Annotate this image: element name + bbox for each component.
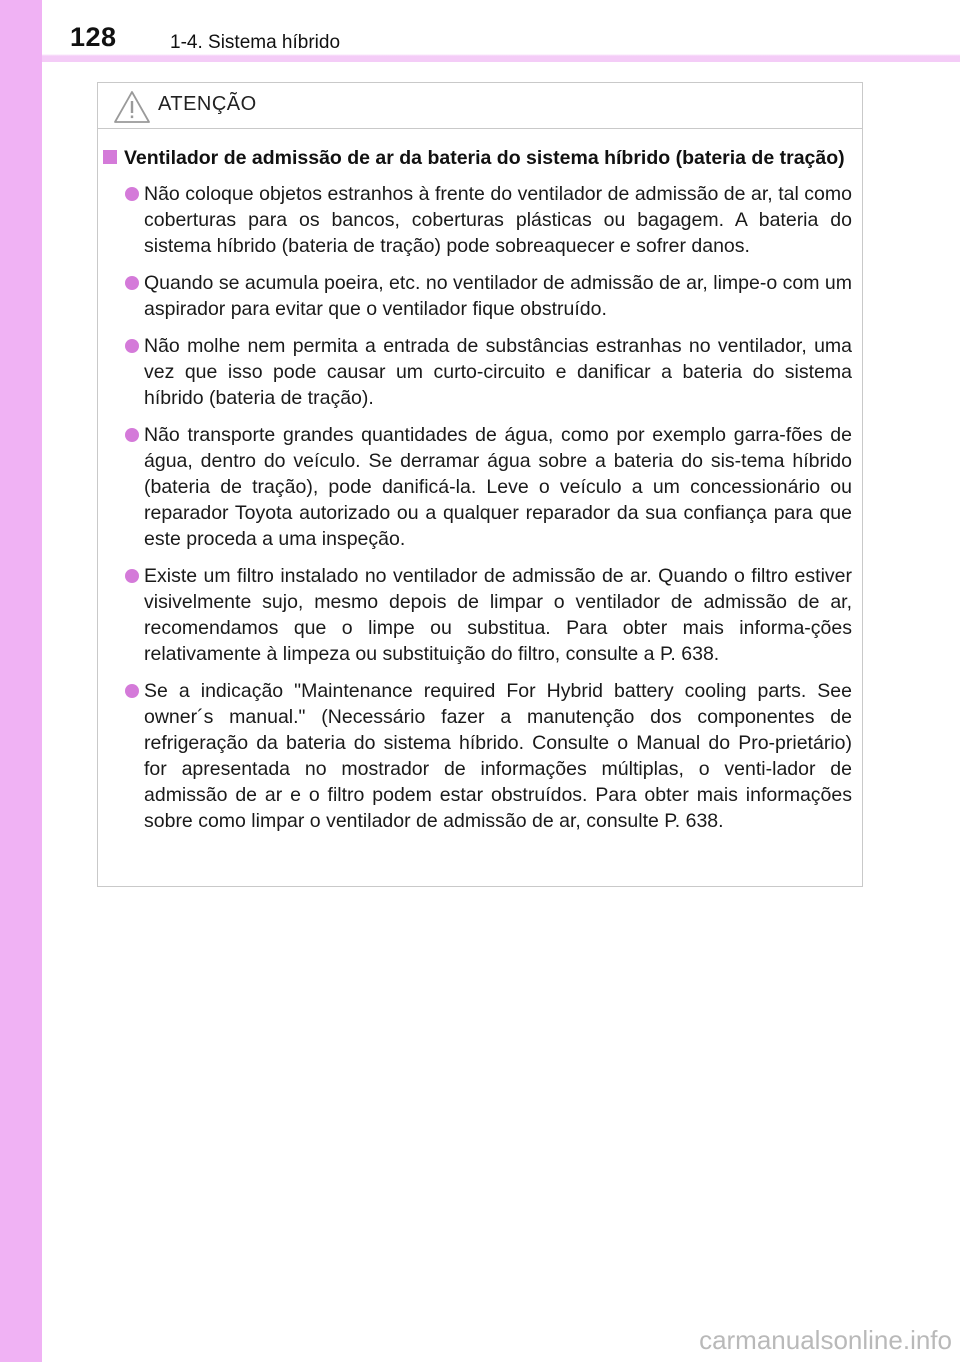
list-item-text: Não molhe nem permita a entrada de substâncias estranhas no ventilador, uma vez que isso pode causar um curto-circuito e danificar a bateria do sistema híbrido (bateria de tração). (144, 335, 852, 409)
section-title: 1-4. Sistema híbrido (170, 32, 341, 53)
list-item (98, 678, 862, 834)
list-item-text: Existe um filtro instalado no ventilador de admissão de ar. Quando o filtro estiver visivelmente sujo, mesmo depois de limpar o ventilador de admissão de ar, recomendamos que o limpe ou substitua. Para obter mais informa-ções relativamente à limpeza ou substituição do filtro, consulte a P. 638. (144, 565, 852, 665)
list-item (98, 563, 862, 667)
circle-bullet-icon (125, 569, 139, 583)
circle-bullet-icon (125, 428, 139, 442)
list-item (98, 333, 862, 411)
list-item-text: Se a indicação "Maintenance required For Hybrid battery cooling parts. See owner´s manual." (Necessário fazer a manutenção dos componentes de refrigeração da bateria do sistema híbrido. Consulte o Manual do Pro-prietário) for apresentada no mostrador de informações múltiplas, o venti-lador de admissão de ar e o filtro podem estar obstruídos. Para obter mais informações sobre como limpar o ventilador de admissão de ar, consulte P. 638. (144, 680, 852, 832)
warning-box (97, 82, 863, 887)
circle-bullet-icon (125, 684, 139, 698)
warning-heading (98, 145, 862, 171)
bullet-list (98, 181, 862, 834)
list-item-text: Não transporte grandes quantidades de água, como por exemplo garra-fões de água, dentro do veículo. Se derramar água sobre a bateria do sis-tema híbrido (bateria de tração), pode danificá-la. Leve o veículo a um concessionário ou reparador Toyota autorizado ou a qualquer reparador da sua confiança para que este proceda a uma inspeção. (144, 424, 852, 550)
circle-bullet-icon (125, 187, 139, 201)
warning-header (98, 83, 862, 129)
circle-bullet-icon (125, 276, 139, 290)
list-item (98, 181, 862, 259)
warning-content (98, 145, 862, 845)
list-item-text: Quando se acumula poeira, etc. no ventilador de admissão de ar, limpe-o com um aspirador para evitar que o ventilador fique obstruído. (144, 272, 852, 320)
list-item-text: Não coloque objetos estranhos à frente do ventilador de admissão de ar, tal como coberturas para os bancos, coberturas plásticas ou bagagem. A bateria do sistema híbrido (bateria de tração) pode sobreaquecer e sofrer danos. (144, 183, 852, 257)
warning-heading-text: Ventilador de admissão de ar da bateria do sistema híbrido (bateria de tração) (124, 147, 845, 169)
page-number: 128 (70, 22, 117, 52)
watermark: carmanualsonline.info (699, 1325, 952, 1355)
side-tab (0, 0, 42, 1362)
list-item (98, 422, 862, 552)
warning-triangle-icon (112, 89, 152, 125)
warning-label: ATENÇÃO (158, 93, 257, 115)
circle-bullet-icon (125, 339, 139, 353)
square-bullet-icon (103, 150, 117, 164)
list-item (98, 270, 862, 322)
